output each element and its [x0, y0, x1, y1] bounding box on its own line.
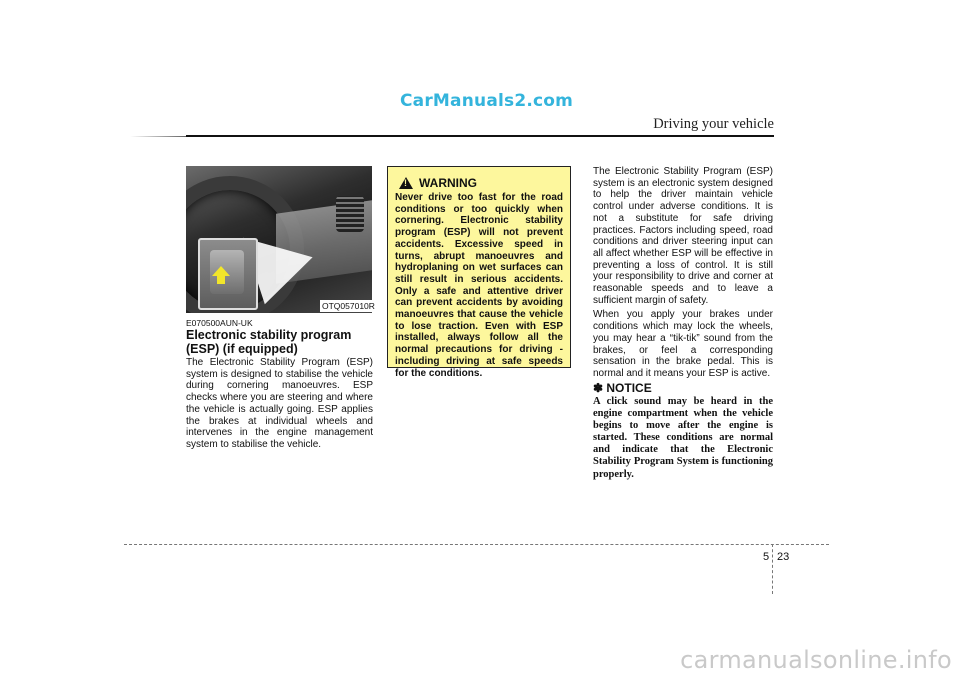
- esp-button-photo: [186, 166, 372, 313]
- arrow-up-icon: [212, 266, 230, 276]
- page-section-number: 5: [763, 551, 770, 563]
- esp-intro-text: The Electronic Stability Program (ESP) system is designed to stabilise the vehicle during cornering manoeuvres. ESP checks where you are steering and where the vehicle is actually going. ESP applies the brakes at individual wheels and intervenes in the engine management system to stabilise the vehicle.: [186, 357, 373, 450]
- warning-box: [387, 166, 571, 379]
- warning-text: Never drive too fast for the road conditions or too quickly when cornering. Electronic stability program (ESP) will not prevent accidents. Excessive speed in turns, abrupt manoeuvres and hydroplaning on wet surfaces can still result in serious accidents. Only a safe and attentive driver can prevent accidents by avoiding manoeuvres that cause the vehicle to lose traction. Even with ESP installed, always follow all the normal precautions for driving - including driving at safe speeds for the conditions.: [395, 192, 563, 379]
- section-code: E070500AUN-UK: [186, 318, 253, 328]
- notice-title: ✽ NOTICE: [593, 381, 652, 395]
- notice-text: A click sound may be heard in the engine compartment when the vehicle begins to move after the engine is started. These conditions are normal and indicate that the Electronic Stability Program System is functioning properly.: [593, 396, 773, 480]
- air-vent-shape: [336, 196, 364, 232]
- watermark-carmanuals2: CarManuals2.com: [400, 91, 574, 111]
- esp-description-p2: When you apply your brakes under conditions which may lock the wheels, you may hear a “tik-tik” sound from the brakes, or feel a corresponding sensation in the brake pedal. This is normal and it means your ESP is active.: [593, 309, 773, 379]
- warning-title-row: [399, 176, 563, 190]
- header-rule-fade: [130, 136, 190, 137]
- warning-title: WARNING: [419, 176, 477, 190]
- footer-rule: [124, 544, 829, 545]
- arrow-stem: [217, 276, 225, 284]
- warning-triangle-icon: [399, 177, 413, 189]
- footer-divider: [772, 544, 773, 594]
- esp-description-p1: The Electronic Stability Program (ESP) system is an electronic system designed to help the driver maintain vehicle control under adverse conditions. It is not a substitute for safe driving practices. Factors including speed, road conditions and driver steering input can all affect whether ESP will be effective in preventing a loss of control. It is still your responsibility to drive and corner at reasonable speeds and to leave a sufficient margin of safety.: [593, 166, 773, 306]
- esp-description: [593, 166, 773, 383]
- watermark-carmanualsonline: carmanualsonline.info: [680, 646, 952, 674]
- esp-heading: Electronic stability program (ESP) (if equipped): [186, 328, 352, 356]
- section-title: Driving your vehicle: [653, 116, 774, 132]
- header-rule: [186, 135, 774, 137]
- figure-caption: OTQ057010R: [322, 301, 375, 311]
- page-number: 23: [777, 551, 790, 563]
